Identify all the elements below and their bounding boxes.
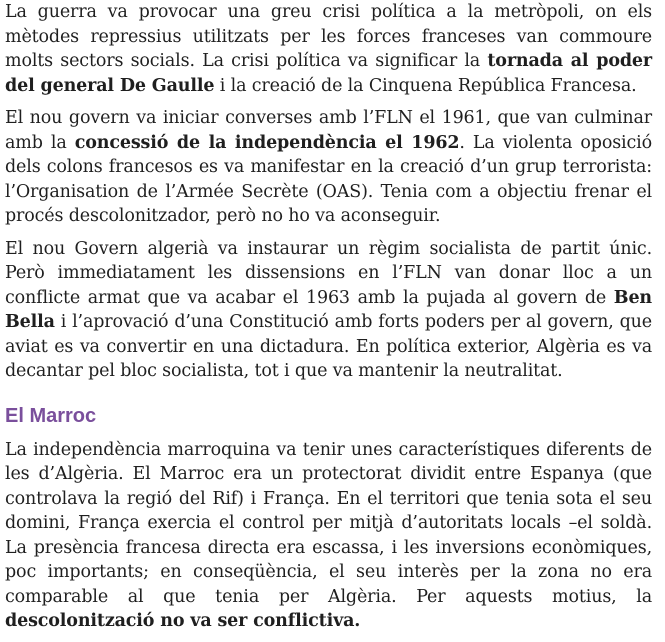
paragraph-nou-govern	[5, 106, 652, 229]
paragraph-crisi-politica	[5, 0, 652, 98]
paragraph-independencia-marroquina	[5, 438, 652, 634]
bold-text-run: tornada al poder del general De Gaulle	[5, 51, 652, 96]
document-page	[5, 0, 652, 642]
bold-text-run: descolonització no va ser conflictiva.	[5, 611, 361, 631]
text-run: . La violenta oposició dels colons francesos es va manifestar en la creació d’un grup terrorista: l’Organisation de l’Armée Secrète (OAS). Tenia com a objectiu frenar el procés descolonitzador, però no ho va aconseguir.	[5, 132, 652, 226]
bold-text-run: concessió de la independència el 1962	[74, 132, 460, 153]
text-run: La guerra va provocar una greu crisi política a la metròpoli, on els mètodes repressius utilitzats per les forces franceses van commoure molts sectors socials. La crisi política va significar la	[5, 2, 652, 71]
section-heading-el-marroc: El Marroc	[5, 404, 97, 427]
bold-text-run: Ben Bella	[5, 287, 652, 332]
text-run: i l’aprovació d’una Constitució amb forts poders per al govern, que aviat es va convertir en una dictadura. En política exterior, Algèria es va decantar pel bloc socialista, tot i que va mantenir la neutralitat.	[5, 312, 652, 381]
text-run: El nou Govern algerià va instaurar un règim socialista de partit únic. Però immediatament les dissensions en l’FLN van donar lloc a un conflicte armat que va acabar el 1963 amb la pujada al govern de	[5, 238, 652, 308]
text-run: El nou govern va iniciar converses amb l’FLN el 1961, que van culminar amb la	[5, 108, 652, 153]
paragraph-govern-algeria	[5, 237, 652, 384]
text-run: i la creació de la Cinquena República Francesa.	[214, 75, 637, 96]
text-run: La independència marroquina va tenir unes característiques diferents de les d’Algèria. El Marroc era un protectorat dividit entre Espanya (que controlava la regió del Rif) i França. En el territori que tenia sota el seu domini, França exercia el control per mitjà d’autoritats locals –el soldà. La presència francesa directa era escassa, i les inversions econòmiques, poc importants; en conseqüència, el seu interès per la zona no era comparable al que tenia per Algèria. Per aquests motius, la	[5, 439, 652, 607]
